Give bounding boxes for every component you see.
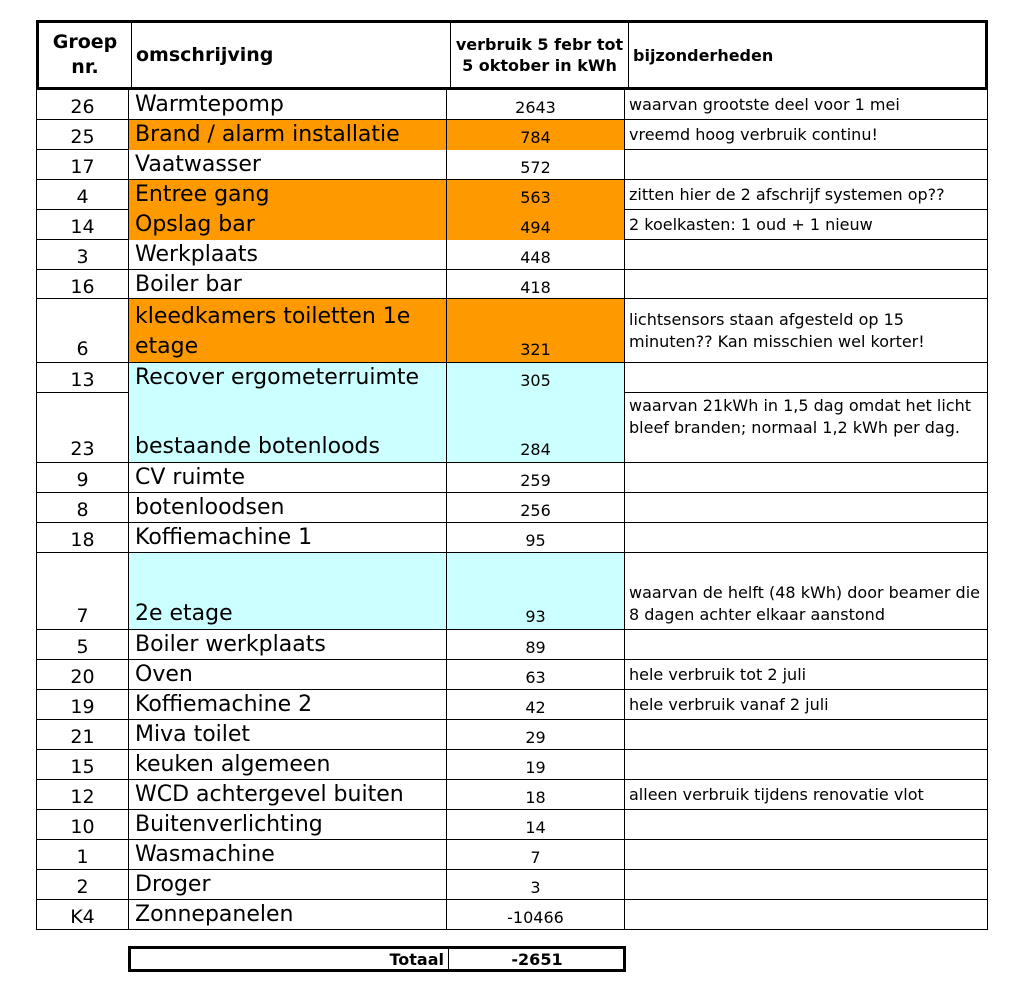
table-row	[37, 810, 987, 840]
table-row	[37, 463, 987, 493]
cell-groep: 18	[37, 523, 129, 553]
cell-omschrijving: Zonnepanelen	[129, 900, 447, 930]
cell-omschrijving: Oven	[129, 660, 447, 690]
cell-verbruik: 29	[447, 720, 625, 750]
cell-bijzonderheden: vreemd hoog verbruik continu!	[629, 125, 878, 144]
table-row	[37, 393, 987, 463]
cell-bijzonderheden: 2 koelkasten: 1 oud + 1 nieuw	[629, 215, 873, 234]
cell-bijzonderheden: waarvan grootste deel voor 1 mei	[629, 95, 900, 114]
table-row	[37, 750, 987, 780]
table-row	[37, 150, 987, 180]
cell-groep: 26	[37, 90, 129, 120]
cell-verbruik: 256	[447, 493, 625, 523]
cell-bijzonderheden	[625, 270, 987, 300]
total-row	[128, 946, 626, 972]
cell-omschrijving: kleedkamers toiletten 1e etage	[129, 299, 447, 362]
cell-verbruik: 42	[447, 690, 625, 720]
table-row	[37, 690, 987, 720]
header-bijzonderheden: bijzonderheden	[633, 45, 774, 65]
cell-verbruik: 7	[447, 840, 625, 870]
cell-omschrijving: Entree gang	[129, 180, 447, 210]
cell-omschrijving: Koffiemachine 1	[129, 523, 447, 553]
cell-verbruik: 2643	[447, 90, 625, 120]
cell-bijzonderheden: hele verbruik tot 2 juli	[629, 665, 807, 684]
cell-omschrijving: Opslag bar	[129, 210, 447, 240]
cell-groep: 10	[37, 810, 129, 840]
cell-verbruik: 95	[447, 523, 625, 553]
table-row	[37, 870, 987, 900]
table-row	[37, 240, 987, 270]
cell-verbruik: 494	[447, 210, 625, 240]
table-header	[36, 20, 988, 90]
cell-omschrijving: Wasmachine	[129, 840, 447, 870]
cell-omschrijving: keuken algemeen	[129, 750, 447, 780]
cell-bijzonderheden	[625, 870, 987, 900]
cell-verbruik: 418	[447, 270, 625, 300]
cell-groep: 4	[37, 180, 129, 210]
cell-omschrijving: Werkplaats	[129, 240, 447, 270]
total-value: -2651	[511, 949, 563, 969]
cell-omschrijving: CV ruimte	[129, 463, 447, 493]
cell-verbruik: 19	[447, 750, 625, 780]
table-row	[37, 630, 987, 660]
cell-verbruik: 18	[447, 780, 625, 810]
cell-groep: 7	[37, 553, 129, 629]
table-body	[36, 90, 988, 930]
cell-bijzonderheden	[625, 523, 987, 553]
table-row	[37, 363, 987, 393]
cell-groep: K4	[37, 900, 129, 930]
cell-bijzonderheden	[625, 150, 987, 180]
cell-groep: 14	[37, 210, 129, 240]
table-row	[37, 660, 987, 690]
cell-groep: 1	[37, 840, 129, 870]
cell-verbruik: 563	[447, 180, 625, 210]
table-row	[37, 720, 987, 750]
cell-groep: 12	[37, 780, 129, 810]
table-row	[37, 270, 987, 299]
cell-bijzonderheden	[625, 840, 987, 870]
cell-omschrijving: 2e etage	[129, 553, 447, 629]
cell-verbruik: 63	[447, 660, 625, 690]
cell-bijzonderheden: waarvan 21kWh in 1,5 dag omdat het licht bleef branden; normaal 1,2 kWh per dag.	[629, 396, 971, 437]
cell-groep: 8	[37, 493, 129, 523]
header-verbruik: verbruik 5 febr tot 5 oktober in kWh	[451, 23, 629, 87]
cell-groep: 16	[37, 270, 129, 300]
cell-bijzonderheden: hele verbruik vanaf 2 juli	[629, 695, 829, 714]
cell-bijzonderheden	[625, 463, 987, 493]
cell-omschrijving: WCD achtergevel buiten	[129, 780, 447, 810]
table-row	[37, 210, 987, 240]
cell-omschrijving: Boiler bar	[129, 270, 447, 300]
cell-bijzonderheden	[625, 240, 987, 270]
cell-bijzonderheden: alleen verbruik tijdens renovatie vlot	[629, 785, 924, 804]
cell-groep: 13	[37, 363, 129, 393]
cell-bijzonderheden	[625, 810, 987, 840]
table-row	[37, 493, 987, 523]
cell-verbruik: 321	[447, 299, 625, 362]
cell-bijzonderheden: lichtsensors staan afgesteld op 15 minuten?? Kan misschien wel korter!	[629, 309, 925, 351]
cell-omschrijving: bestaande botenloods	[129, 393, 447, 462]
cell-verbruik: 259	[447, 463, 625, 493]
cell-groep: 20	[37, 660, 129, 690]
cell-bijzonderheden	[625, 900, 987, 930]
cell-bijzonderheden: zitten hier de 2 afschrijf systemen op??	[629, 185, 945, 204]
cell-groep: 19	[37, 690, 129, 720]
cell-omschrijving: Buitenverlichting	[129, 810, 447, 840]
cell-verbruik: 89	[447, 630, 625, 660]
cell-groep: 23	[37, 393, 129, 462]
cell-groep: 6	[37, 299, 129, 362]
table-row	[37, 90, 987, 120]
cell-omschrijving: Boiler werkplaats	[129, 630, 447, 660]
cell-omschrijving: botenloodsen	[129, 493, 447, 523]
cell-verbruik: 284	[447, 393, 625, 462]
table-row	[37, 780, 987, 810]
cell-verbruik: 93	[447, 553, 625, 629]
cell-omschrijving: Warmtepomp	[129, 90, 447, 120]
cell-omschrijving: Recover ergometerruimte	[129, 363, 447, 393]
cell-bijzonderheden	[625, 750, 987, 780]
cell-omschrijving: Droger	[129, 870, 447, 900]
cell-verbruik: 3	[447, 870, 625, 900]
cell-omschrijving: Koffiemachine 2	[129, 690, 447, 720]
cell-verbruik: 572	[447, 150, 625, 180]
header-omschrijving: omschrijving	[132, 23, 451, 87]
table-row	[37, 553, 987, 630]
cell-verbruik: 784	[447, 120, 625, 150]
cell-bijzonderheden: waarvan de helft (48 kWh) door beamer die 8 dagen achter elkaar aanstond	[629, 583, 980, 624]
header-groep: Groep nr.	[39, 23, 132, 87]
table-row	[37, 523, 987, 553]
cell-verbruik: 305	[447, 363, 625, 393]
table-row	[37, 180, 987, 210]
cell-groep: 21	[37, 720, 129, 750]
cell-bijzonderheden	[625, 493, 987, 523]
cell-verbruik: 448	[447, 240, 625, 270]
cell-omschrijving: Miva toilet	[129, 720, 447, 750]
cell-bijzonderheden	[625, 720, 987, 750]
cell-groep: 17	[37, 150, 129, 180]
cell-groep: 15	[37, 750, 129, 780]
cell-groep: 3	[37, 240, 129, 270]
cell-groep: 5	[37, 630, 129, 660]
table-row	[37, 840, 987, 870]
table-row	[37, 900, 987, 930]
cell-bijzonderheden	[625, 363, 987, 393]
cell-omschrijving: Brand / alarm installatie	[129, 120, 447, 150]
cell-groep: 2	[37, 870, 129, 900]
table-row	[37, 299, 987, 363]
table-row	[37, 120, 987, 150]
cell-verbruik: -10466	[447, 900, 625, 930]
cell-verbruik: 14	[447, 810, 625, 840]
energy-usage-table	[36, 20, 988, 930]
cell-groep: 25	[37, 120, 129, 150]
cell-groep: 9	[37, 463, 129, 493]
cell-omschrijving: Vaatwasser	[129, 150, 447, 180]
cell-bijzonderheden	[625, 630, 987, 660]
total-label: Totaal	[131, 949, 449, 969]
